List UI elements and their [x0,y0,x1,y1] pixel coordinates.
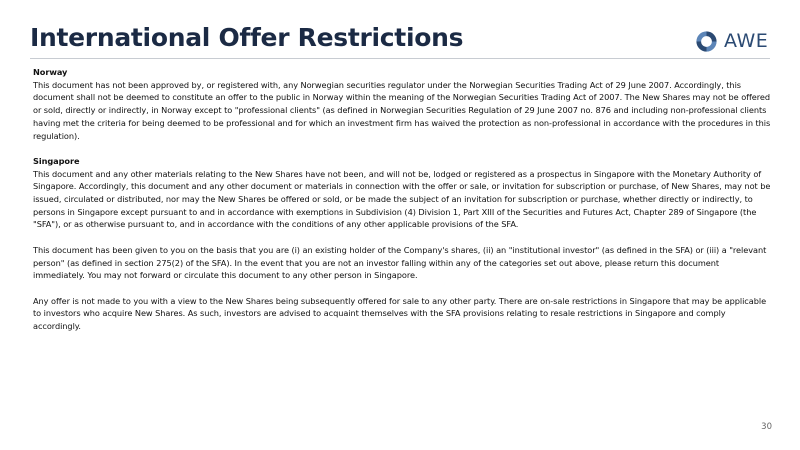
awe-swirl-logo-icon [694,29,719,54]
logo-text: AWE [724,29,769,52]
section-norway [33,66,773,142]
section-heading-singapore: Singapore [33,155,80,166]
singapore-paragraph-1: This document and any other materials relating to the New Shares have not been, and will not be, lodged or registered as a prospectus in Singapore with the Monetary Authority of Singapore. Accordingly, this document and any other document or materials in connection with the offer or sale, or invitation for subscription or purchase, of New Shares, may not be issued, circulated or distributed, nor may the New Shares be offered or sold, or be made the subject of an invitation for subscription or purchase, whether directly or indirectly, to persons in Singapore except pursuant to and in accordance with exemptions in Subdivision (4) Division 1, Part XIII of the Securities and Futures Act, Chapter 289 of Singapore (the "SFA"), or as otherwise pursuant to, and in accordance with the conditions of any other applicable provisions of the SFA. [33,168,771,230]
norway-paragraph: This document has not been approved by, or registered with, any Norwegian securities regulator under the Norwegian Securities Trading Act of 29 June 2007. Accordingly, this document shall not be deemed to constitute an offer to the public in Norway within the meaning of the Norwegian Securities Trading Act of 2007. The New Shares may not be offered or sold, directly or indirectly, in Norway except to "professional clients" (as defined in Norwegian Securities Regulation of 29 June 2007 no. 876 and including non-professional clients having met the criteria for being deemed to be professional and for which an investment firm has waived the protection as non-professional in accordance with the procedures in this regulation). [33,79,771,141]
singapore-paragraph-2: This document has been given to you on the basis that you are (i) an existing holder of the Company's shares, (ii) an "institutional investor" (as defined in the SFA) or (iii) a "relevant person" (as defined in section 275(2) of the SFA). In the event that you are not an investor falling within any of the categories set out above, please return this document immediately. You may not forward or circulate this document to any other person in Singapore. [33,244,767,281]
page-title: International Offer Restrictions [30,23,464,52]
company-logo [694,28,768,54]
singapore-paragraph-3: Any offer is not made to you with a view to the New Shares being subsequently offered for sale to any other party. There are on-sale restrictions in Singapore that may be applicable to investors who acquire New Shares. As such, investors are advised to acquaint themselves with the SFA provisions relating to resale restrictions in Singapore and comply accordingly. [33,295,767,332]
title-divider [30,58,770,59]
page-number: 30 [761,422,772,432]
section-singapore [33,155,773,333]
section-heading-norway: Norway [33,67,68,77]
document-body [33,66,773,345]
